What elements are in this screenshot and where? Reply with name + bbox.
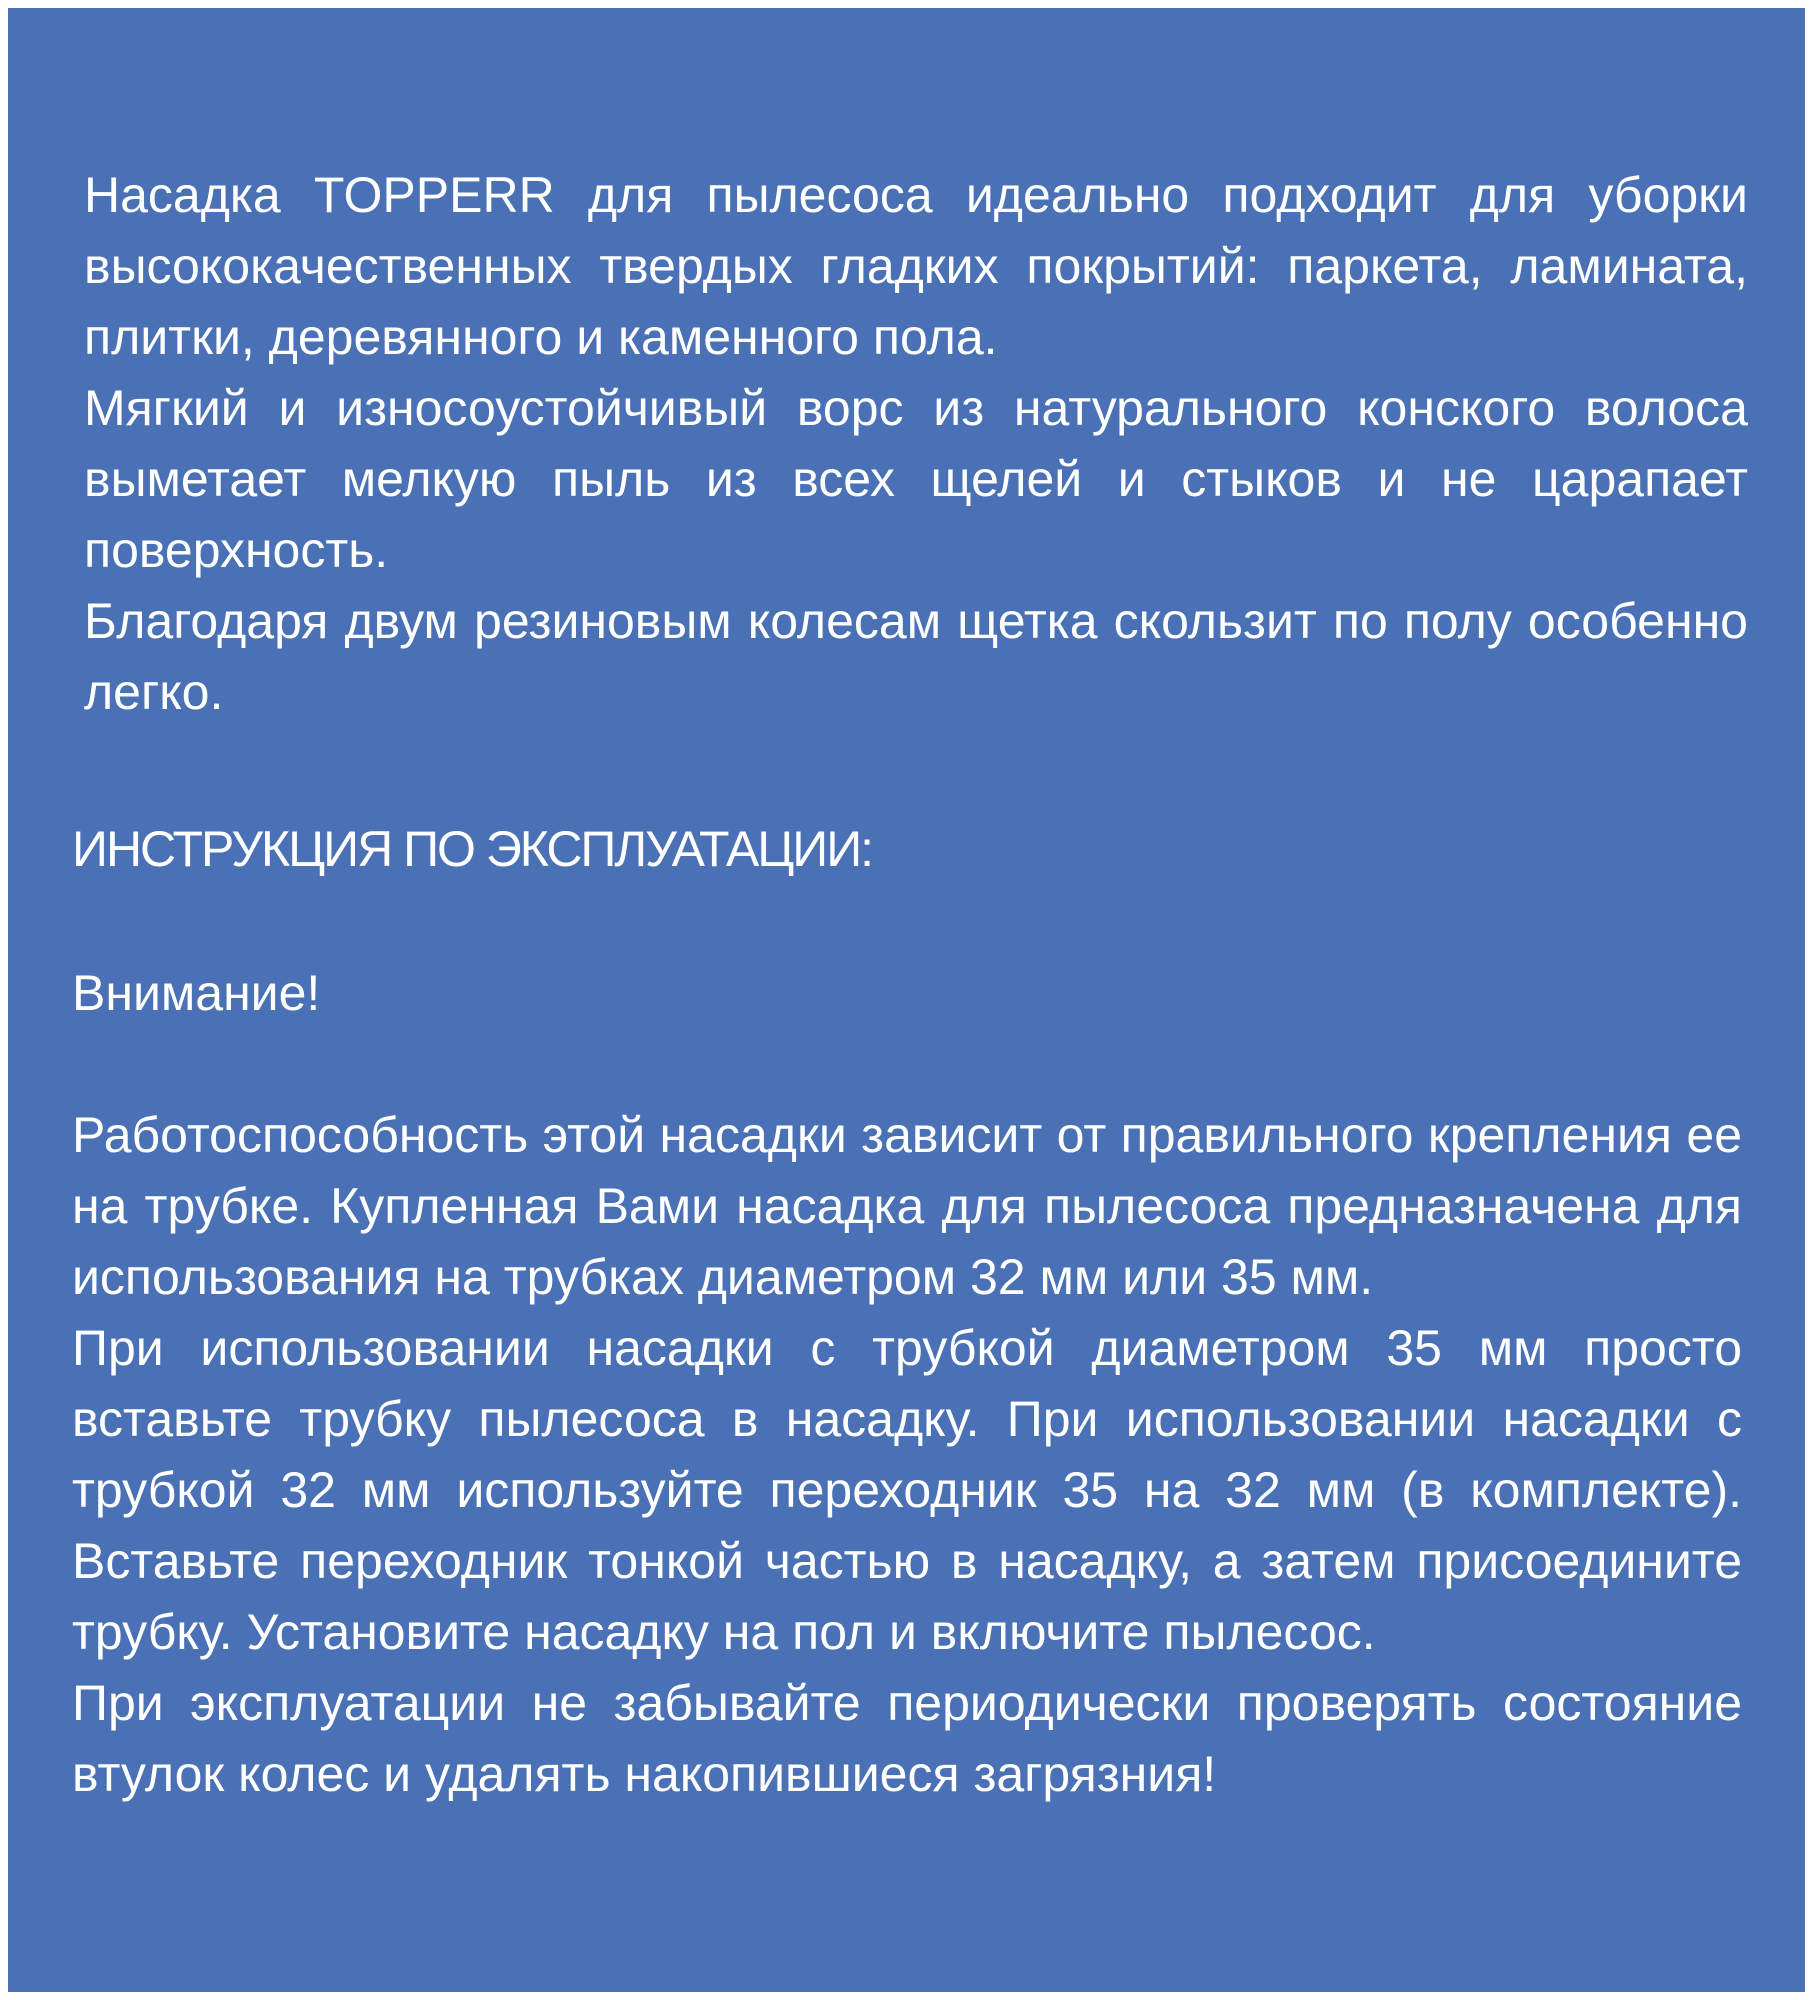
product-description — [84, 160, 1748, 728]
description-paragraph-1: Насадка TOPPERR для пылесоса идеально подходит для уборки высококачественных твердых гладких покрытий: паркета, ламината, плитки, деревянного и каменного пола. — [84, 167, 1748, 365]
description-paragraph-2: Мягкий и износоустойчивый ворс из натурального конского волоса выметает мелкую пыль из всех щелей и стыков и не царапает поверхность. — [84, 380, 1748, 578]
instruction-paragraph-3: При эксплуатации не забывайте периодически проверять состояние втулок колес и удалять накопившиеся загрязния! — [72, 1675, 1742, 1802]
instruction-paragraph-1: Работоспособность этой насадки зависит от правильного крепления ее на трубке. Купленная Вами насадка для пылесоса предназначена для использования на трубках диаметром 32 мм или 35 мм. — [72, 1107, 1742, 1305]
instruction-card — [8, 8, 1805, 1992]
attention-label: Внимание! — [72, 965, 321, 1021]
instructions-body — [72, 1100, 1742, 1810]
instructions-heading: ИНСТРУКЦИЯ ПО ЭКСПЛУАТАЦИИ: — [72, 821, 873, 877]
description-paragraph-3: Благодаря двум резиновым колесам щетка скользит по полу особенно легко. — [84, 593, 1748, 720]
instruction-paragraph-2: При использовании насадки с трубкой диаметром 35 мм просто вставьте трубку пылесоса в насадку. При использовании насадки с трубкой 32 мм используйте переходник 35 на 32 мм (в комплекте). Вставьте переходник тонкой частью в насадку, а затем присоедините трубку. Установите насадку на пол и включите пылесос. — [72, 1320, 1742, 1660]
